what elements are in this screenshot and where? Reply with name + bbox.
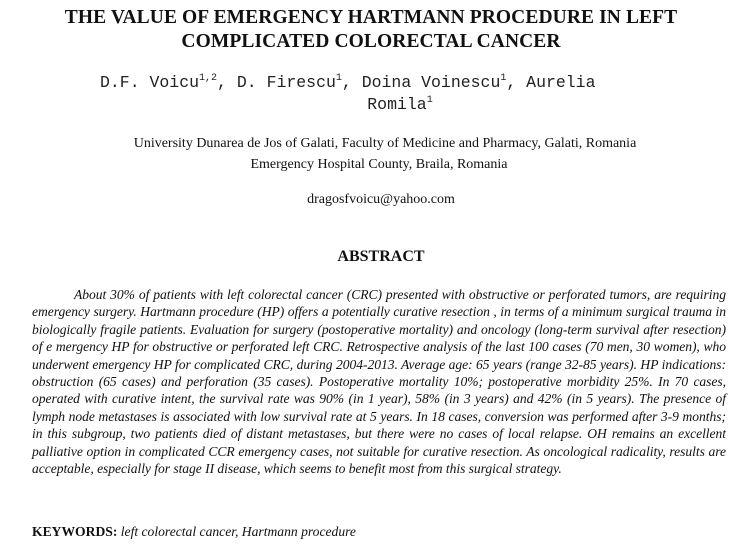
affiliation-1: University Dunarea de Jos of Galati, Faculty of Medicine and Pharmacy, Galati, Romania: [133, 136, 637, 151]
abstract-heading: ABSTRACT: [337, 248, 425, 265]
author-list: [100, 72, 720, 116]
affiliation-2: Emergency Hospital County, Braila, Romania: [250, 157, 508, 172]
affiliations: [0, 133, 742, 175]
author-name-first: Aurelia: [526, 73, 596, 92]
paper-title: [0, 6, 742, 54]
keywords-value: left colorectal cancer, Hartmann procedure: [120, 524, 356, 539]
paper-title-line-2: COMPLICATED COLORECTAL CANCER: [181, 31, 561, 52]
author-separator: ,: [506, 73, 527, 92]
author-affiliation-marker: 1: [500, 73, 507, 84]
author-separator: ,: [341, 73, 362, 92]
keywords: [32, 523, 726, 541]
author-affiliation-marker: 1: [335, 73, 342, 84]
author-name: Doina Voinescu: [361, 73, 501, 92]
author-name: D.F. Voicu: [100, 73, 200, 92]
author-name: D. Firescu: [236, 73, 336, 92]
contact-email: dragosfvoicu@yahoo.com: [307, 192, 455, 207]
author-affiliation-marker: 1: [426, 95, 433, 106]
paper-title-line-1: THE VALUE OF EMERGENCY HARTMANN PROCEDURE IN LEFT: [64, 7, 678, 28]
keywords-label: KEYWORDS:: [32, 524, 118, 539]
author-name-last: Romila: [367, 95, 427, 114]
author-affiliation-marker: 1,2: [199, 73, 218, 84]
abstract-body: About 30% of patients with left colorectal cancer (CRC) presented with obstructive or perforated tumors, are requiring emergency surgery. Hartmann procedure (HP) offers a potentially curative resection , in terms of a minimum surgical trauma in biologically fragile patients. Evaluation for surgery (postoperative mortality) and oncology (long-term survival after resection) of e mergency HP for obstructive or perforated left CRC. Retrospective analysis of the last 100 cases (70 men, 30 women), who underwent emergency HP for complicated CRC, during 2004-2013. Average age: 65 years (range 32-85 years). HP indications: obstruction (65 cases) and perforation (35 cases). Postoperative mortality 10%; postoperative morbidity 25%. In 70 cases, operated with curative intent, the survival rate was 90% (in 1 year), 58% (in 3 years) and 42% (in 5 years). The presence of lymph node metastases is associated with low survival rate at 5 years. In 18 cases, conversion was performed after 3-9 months; in this subgroup, two patients died of distant metastases, but there were no cases of local relapse. OH remains an excellent palliative option in complicated CCR emergency cases, not suitable for curative resection. As oncological radicality, results are acceptable, especially for stage II disease, which seems to benefit most from this surgical strategy.: [32, 287, 726, 477]
author-line-2: [100, 94, 720, 116]
author-separator: ,: [217, 73, 237, 92]
